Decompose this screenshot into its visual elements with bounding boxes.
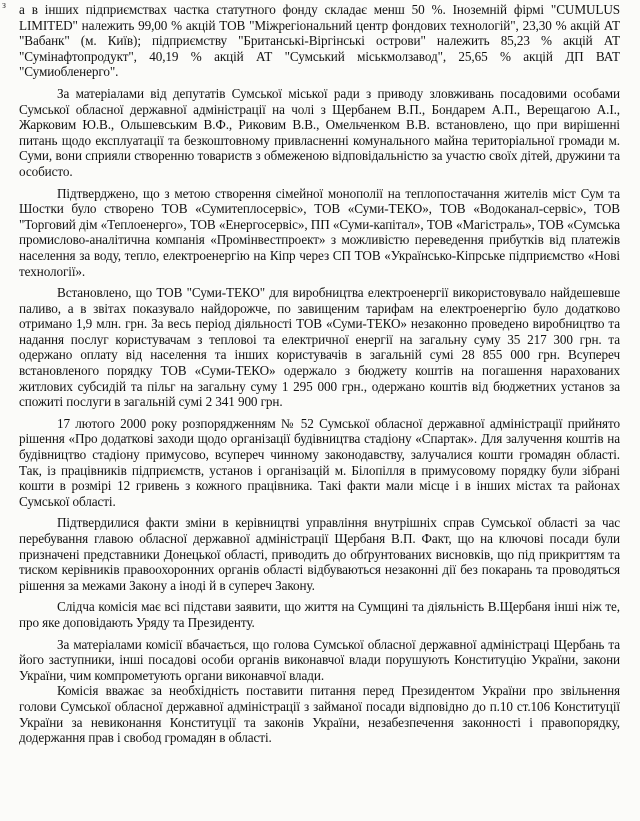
paragraph-dismissal-request: Комісія вважає за необхідність поставити питання перед Президентом України про звільнення голови Сумської обласної державної адміністрації з займаної посади відповідно до п.10 ст.106 Конституції України за невиконання Конституції та законів України, незабезпечення законності і правопорядку, додержання прав і свобод громадян в області. <box>19 683 620 746</box>
paragraph-foreign-ownership: а в інших підприємствах частка статутного фонду складає менш 50 %. Іноземній фірмі "CUMULUS LIMITED" належить 99,00 % акцій ТОВ "Міжрегіональний центр фондових технологій", 23,30 % акцій АТ "Вабанк" (м. Київ); підприємству "Британські-Віргінські острови" належить 85,23 % акцій АТ "Сумінафтопродукт", 40,19 % акцій АТ "Сумський міськмолзавод", 25,65 % акцій ДП ВАТ "Сумиобленерго". <box>19 2 620 80</box>
paragraph-family-monopoly: Підтверджено, що з метою створення сімейної монополії на теплопостачання жителів міст Сум та Шостки було створено ТОВ «Сумитеплосервіс», ТОВ «Суми-ТЕКО», ТОВ «Водоканал-сервіс», ТОВ "Торговий дім «Теплоенерго», ТОВ «Енергосервіс», ПП «Суми-капітал», ТОВ «Магістраль», ТОВ «Сумська промислово-аналітична компанія «Промінвестпроект» з можливістю переведення прибутків від платежів населення за воду, тепло, електроенергію на Кіпр через СП ТОВ «Українсько-Кіпрське підприємство «Нові технології». <box>19 185 620 279</box>
paragraph-constitution-violation: За матеріалами комісії вбачається, що голова Сумської обласної державної адміністраці Щербань та його заступники, інші посадові особи органів виконавчої влади порушують Конституцію України, закони України, чим компрометують органи виконавчої влади. <box>19 636 620 683</box>
corner-mark: з <box>2 0 6 11</box>
paragraph-stadium: 17 лютого 2000 року розпорядженням № 52 Сумської обласної державної адміністрації прийнято рішення «Про додаткові заходи щодо організації будівництва стадіону «Спартак». Для залучення коштів на будівництво стадіону примусово, всупереч чинному законодавству, залучалися кошти громадян області. Так, із працівників підприємств, установ і організацій м. Білопілля в примусовому порядку були зібрані кошти в розмірі 12 гривень з кожного працівника. Такі факти мали місце і в інших містах та районах Сумської області. <box>19 415 620 509</box>
paragraph-sumy-teko: Встановлено, що ТОВ "Суми-ТЕКО" для виробництва електроенергії використовувало найдешевше паливо, а в звітах показувало найдорожче, по завищеним тарифам на електроенергію було додатково отримано 1,9 млн. грн. За весь період діяльності ТОВ «Суми-ТЕКО» незаконно проведено виробництво та надання послуг користувачам з тепловоі та електричної енергії на загальну суму 35 217 300 грн. та одержано оплату від населення та інших користувачів в загальній сумі 28 855 000 грн. Всупереч встановленого порядку ТОВ «Суми-ТЕКО» одержало з бюджету коштів на погашення нарахованих житлових субсидій та пільг на загальну суму 1 295 000 грн., одержано коштів від бюджетних установ за спожиті послуги в загальній сумі 2 341 900 грн. <box>19 285 620 410</box>
paragraph-police-changes: Підтвердилися факти зміни в керівництві управління внутрішніх справ Сумської області за час перебування главою обласної державної адміністрації Щербаня В.П. Факт, що на ключові посади були призначені представники Донецької області, приводить до обґрунтованих висновків, що під прикриттям та тиском керівників правоохоронних органів області відбуваються незаконні дії без покарань та проводяться рішення за межами Закону а іноді й в супереч Закону. <box>19 515 620 593</box>
paragraph-officials-abuse: За матеріалами від депутатів Сумської міської ради з приводу зловживань посадовими особами Сумської обласної державної адміністрації на чолі з Щербанем В.П., Бондарем А.П., Верещагою А.І., Жарковим Ю.В., Ольшевським В.Ф., Риковим В.В., Омельченком В.В. встановлено, що при вирішенні питань щодо експлуатації та безкоштовному привласненні комунального майна територіальної громади м. Суми, вони сприяли створенню товариств з обмеженою відповідальністю за участю своїх дітей, дружини та особисто. <box>19 85 620 179</box>
paragraph-commission-statement: Слідча комісія має всі підстави заявити, що життя на Сумщині та діяльність В.Щербаня інші ніж те, про яке доповідають Уряду та Президенту. <box>19 599 620 630</box>
